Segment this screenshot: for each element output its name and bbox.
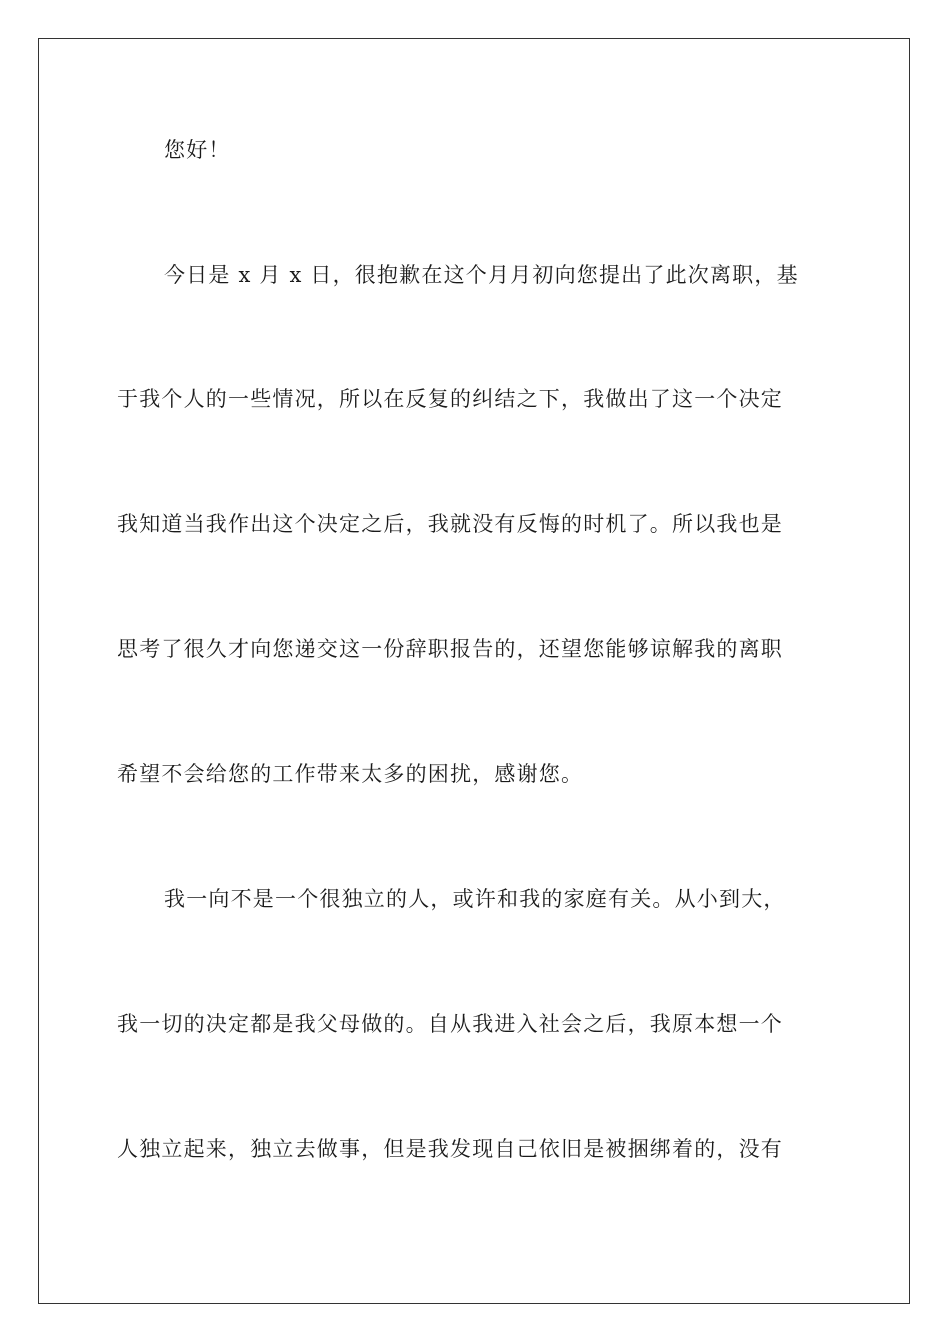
body-line: 人独立起来，独立去做事，但是我发现自己依旧是被捆绑着的，没有 [117,1137,783,1161]
greeting-line: 您好！ [164,138,231,162]
body-line: 我一向不是一个很独立的人，或许和我的家庭有关。从小到大， [164,887,786,911]
page-border [38,38,910,1304]
body-line: 我知道当我作出这个决定之后，我就没有反悔的时机了。所以我也是 [117,512,783,536]
body-line: 今日是 x 月 x 日，很抱歉在这个月月初向您提出了此次离职，基 [164,263,799,287]
body-line: 思考了很久才向您递交这一份辞职报告的，还望您能够谅解我的离职 [117,637,783,661]
body-line: 希望不会给您的工作带来太多的困扰，感谢您。 [117,762,584,786]
body-line: 于我个人的一些情况，所以在反复的纠结之下，我做出了这一个决定 [117,387,783,411]
body-line: 我一切的决定都是我父母做的。自从我进入社会之后，我原本想一个 [117,1012,783,1036]
